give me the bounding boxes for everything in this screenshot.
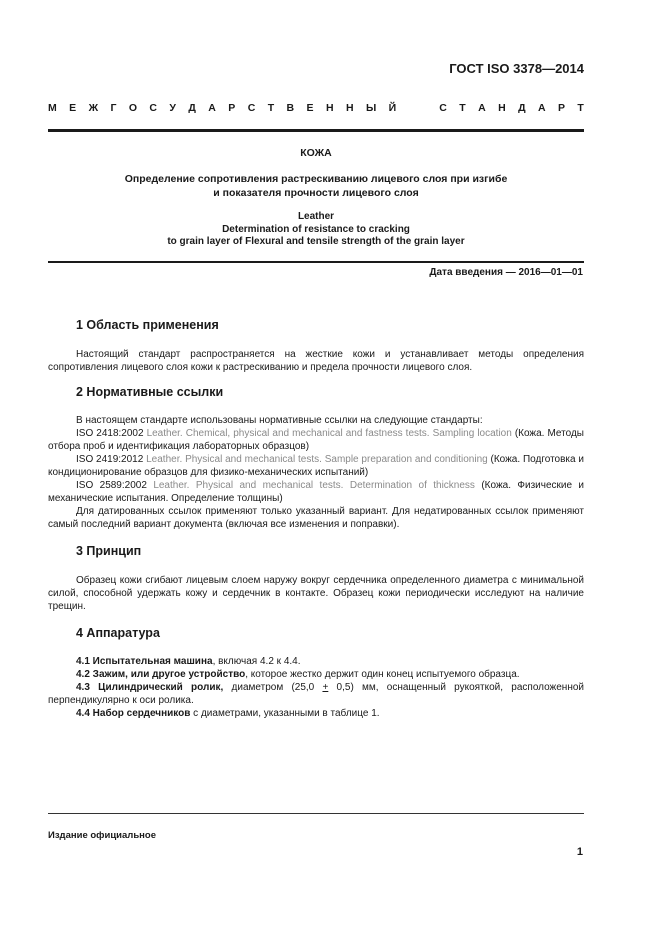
banner-letter: А: [478, 102, 486, 114]
banner-letter: М: [48, 102, 57, 114]
apparatus-item-text: с диаметрами, указанными в таблице 1.: [190, 708, 380, 719]
banner-letter: Ж: [88, 102, 99, 114]
banner-letter: Т: [577, 102, 584, 114]
banner-letter: Н: [345, 102, 354, 114]
banner-letter: Р: [228, 102, 236, 114]
page-number: 1: [576, 846, 583, 858]
apparatus-item: [48, 681, 584, 707]
banner-letter: Н: [498, 102, 506, 114]
official-edition-label: Издание официальное: [48, 830, 156, 841]
apparatus-item-text: , которое жестко держит один конец испытуемого образца.: [245, 669, 520, 680]
apparatus-item: [48, 655, 584, 668]
banner-letter: Е: [69, 102, 77, 114]
banner-letter: Д: [518, 102, 526, 114]
banner-letter: С: [247, 102, 256, 114]
header-rule: [48, 129, 584, 132]
apparatus-item-title: 4.4 Набор сердечников: [76, 708, 191, 719]
title-rule: [48, 261, 584, 263]
footer-rule: [48, 813, 584, 814]
plus-minus-sign: +: [322, 682, 329, 693]
banner-letter: С: [149, 102, 158, 114]
reference-title-en: Leather. Physical and mechanical tests. Determination of thickness: [153, 480, 475, 491]
section3-heading: 3 Принцип: [76, 544, 142, 558]
apparatus-item: [48, 707, 584, 720]
section4-heading: 4 Аппаратура: [76, 626, 160, 640]
apparatus-item-text: , включая 4.2 к 4.4.: [212, 656, 301, 667]
section1-heading: 1 Область применения: [76, 318, 219, 332]
title-en-line1: Leather: [297, 211, 335, 222]
apparatus-item-title: 4.2 Зажим, или другое устройство: [76, 669, 246, 680]
title-ru-line2: и показателя прочности лицевого слоя: [213, 187, 419, 199]
banner-letter: Й: [388, 102, 397, 114]
reference-item: [48, 453, 584, 479]
banner-letter: У: [169, 102, 176, 114]
banner-letter: Е: [306, 102, 314, 114]
banner-letter: А: [208, 102, 216, 114]
document-title: КОЖА: [300, 147, 332, 159]
section3-text: Образец кожи сгибают лицевым слоем наружу вокруг сердечника определенного диаметра с минимальной силой, способной удержать кожу и сердечник в контакте. Образец кожи периодически исследуют на наличие трещин.: [48, 575, 584, 612]
reference-code: ISO 2589:2002: [76, 480, 147, 491]
title-english: [48, 211, 584, 249]
section2-heading: 2 Нормативные ссылки: [76, 385, 224, 399]
section1-text: Настоящий стандарт распространяется на жесткие кожи и устанавливает методы определения сопротивления лицевого слоя кожи к растрескиванию и предела прочности лицевого слоя.: [48, 349, 584, 373]
apparatus-item-text: 0,5) мм, оснащенный рукояткой, расположенной перпендикулярно к оси ролика.: [48, 682, 584, 706]
section4-body: [48, 655, 584, 720]
banner-letter: [409, 102, 412, 114]
banner-letter: А: [537, 102, 546, 114]
banner-letter: Ы: [365, 102, 377, 114]
banner-letter: Р: [557, 102, 565, 114]
section2-intro: В настоящем стандарте использованы нормативные ссылки на следующие стандарты:: [76, 415, 483, 426]
banner-letter: Т: [267, 102, 275, 114]
banner-letter: Д: [188, 102, 196, 114]
section3-body: [48, 574, 584, 613]
title-ru-line1: Определение сопротивления растрескиванию лицевого слоя при изгибе: [124, 173, 508, 185]
banner-letter: С: [439, 102, 447, 114]
apparatus-item-text: диаметром (25,0: [223, 682, 323, 693]
banner-letter: [424, 102, 427, 114]
banner-letter: О: [128, 102, 138, 114]
reference-code: ISO 2419:2012: [76, 454, 144, 465]
interstate-standard-banner: [48, 102, 584, 114]
section2-body: [48, 414, 584, 531]
introduction-date: Дата введения — 2016—01—01: [429, 267, 583, 278]
banner-letter: Н: [325, 102, 334, 114]
reference-code: ISO 2418:2002: [76, 428, 144, 439]
reference-title-en: Leather. Physical and mechanical tests. Sample preparation and conditioning: [146, 454, 488, 465]
apparatus-item-title: 4.3 Цилиндрический ролик,: [76, 682, 224, 693]
apparatus-item: [48, 668, 584, 681]
standard-code: ГОСТ ISO 3378—2014: [449, 61, 584, 76]
reference-title-ru: (Кожа. Подготовка и кондиционирование образцов для физико-механических испытаний): [48, 454, 584, 478]
banner-letter: В: [286, 102, 295, 114]
reference-item: [48, 479, 584, 505]
reference-item: [48, 427, 584, 453]
title-en-line3: to grain layer of Flexural and tensile strength of the grain layer: [167, 236, 465, 247]
apparatus-item-title: 4.1 Испытательная машина: [76, 656, 213, 667]
title-en-line2: Determination of resistance to cracking: [222, 223, 410, 235]
banner-letter: Г: [110, 102, 117, 114]
section1-body: [48, 348, 584, 374]
title-russian: [48, 172, 584, 200]
reference-title-ru: (Кожа. Физические и механические испытания. Определение толщины): [48, 480, 585, 504]
reference-title-en: Leather. Chemical, physical and mechanical and fastness tests. Sampling location: [146, 428, 512, 439]
banner-letter: Т: [459, 102, 466, 114]
section2-note: Для датированных ссылок применяют только указанный вариант. Для недатированных ссылок применяют самый последний вариант документа (включая все изменения и поправки).: [48, 506, 584, 530]
reference-title-ru: (Кожа. Методы отбора проб и идентификация лабораторных образцов): [48, 428, 584, 452]
